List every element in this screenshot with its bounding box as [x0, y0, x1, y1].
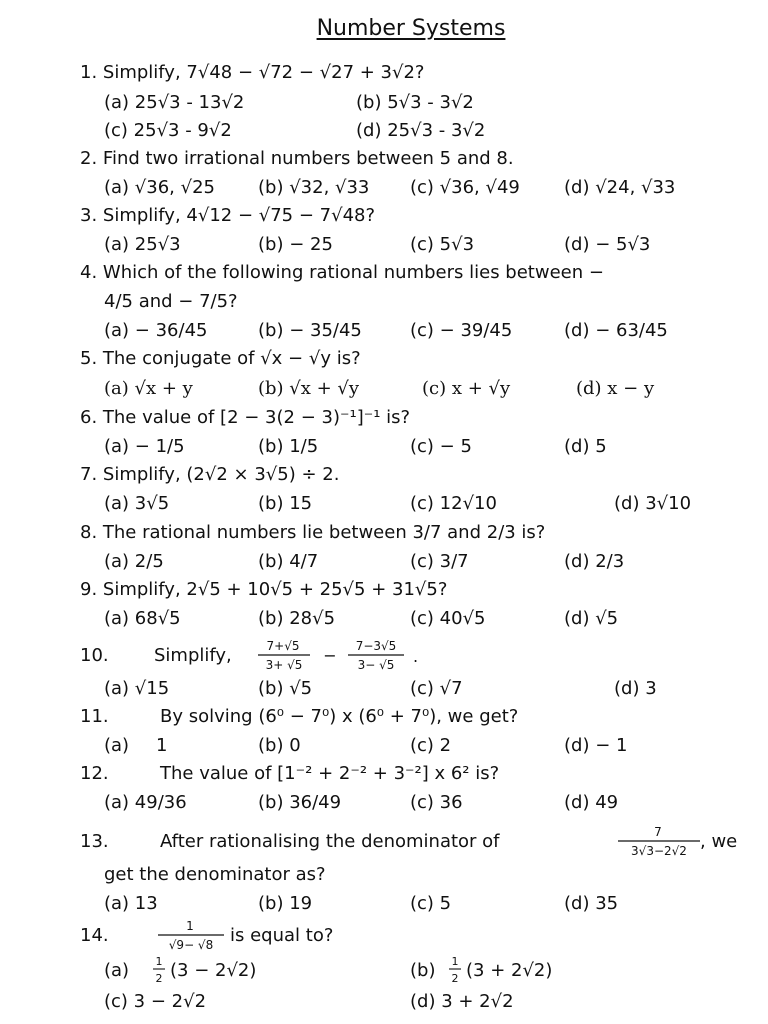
- option-12b: (b) 36/49: [258, 792, 342, 813]
- fraction-14-numerator: 1: [186, 919, 194, 933]
- question-13-tail: , we: [700, 831, 738, 852]
- question-11-number: 11.: [80, 706, 109, 727]
- option-5d: (d) x − y: [576, 378, 655, 399]
- option-4d: (d) − 63/45: [564, 320, 668, 341]
- option-9d: (d) √5: [564, 608, 619, 629]
- option-3d: (d) − 5√3: [564, 234, 651, 255]
- half-14a-denominator: 2: [155, 972, 163, 985]
- question-12-number: 12.: [80, 763, 109, 784]
- option-3a: (a) 25√3: [104, 234, 181, 255]
- option-11c: (c) 2: [410, 735, 452, 756]
- question-14-fraction: [154, 916, 234, 956]
- fraction-1-numerator: 7+√5: [266, 639, 300, 653]
- option-12c: (c) 36: [410, 792, 463, 813]
- question-2: 2. Find two irrational numbers between 5 and 8.: [80, 148, 514, 169]
- option-5b: (b) √x + √y: [258, 378, 360, 399]
- option-13c: (c) 5: [410, 893, 452, 914]
- option-9a: (a) 68√5: [104, 608, 181, 629]
- option-14b-half: [446, 953, 466, 989]
- option-13a: (a) 13: [104, 893, 158, 914]
- question-10-end: .: [413, 647, 419, 666]
- option-8c: (c) 3/7: [410, 551, 469, 572]
- fraction-13-numerator: 7: [654, 825, 662, 839]
- fraction-2-denominator: 3− √5: [357, 658, 395, 672]
- option-7c: (c) 12√10: [410, 493, 497, 514]
- question-8: 8. The rational numbers lie between 3/7 and 2/3 is?: [80, 522, 546, 543]
- option-12a: (a) 49/36: [104, 792, 187, 813]
- option-7b: (b) 15: [258, 493, 313, 514]
- option-3c: (c) 5√3: [410, 234, 475, 255]
- fraction-14-denominator: √9− √8: [168, 938, 214, 952]
- question-6: 6. The value of [2 − 3(2 − 3)⁻¹]⁻¹ is?: [80, 407, 411, 428]
- option-7a: (a) 3√5: [104, 493, 170, 514]
- option-8a: (a) 2/5: [104, 551, 164, 572]
- option-6d: (d) 5: [564, 436, 607, 457]
- option-14a-value: (3 − 2√2): [170, 960, 257, 981]
- fraction-13-denominator: 3√3−2√2: [631, 844, 687, 858]
- question-13-fraction: [614, 822, 714, 862]
- option-13b: (b) 19: [258, 893, 313, 914]
- question-7: 7. Simplify, (2√2 × 3√5) ÷ 2.: [80, 464, 340, 485]
- option-5c: (c) x + √y: [422, 378, 511, 399]
- question-13-number: 13.: [80, 831, 109, 852]
- question-9: 9. Simplify, 2√5 + 10√5 + 25√5 + 31√5?: [80, 579, 448, 600]
- question-14-text: is equal to?: [230, 925, 334, 946]
- option-5a: (a) √x + y: [104, 378, 193, 399]
- half-14b-denominator: 2: [451, 972, 459, 985]
- option-14d: (d) 3 + 2√2: [410, 991, 514, 1012]
- option-12d: (d) 49: [564, 792, 619, 813]
- option-2c: (c) √36, √49: [410, 177, 520, 198]
- option-1c: (c) 25√3 - 9√2: [104, 120, 232, 141]
- question-14-number: 14.: [80, 925, 109, 946]
- option-14a-half: [150, 953, 170, 989]
- fraction-1-denominator: 3+ √5: [265, 658, 303, 672]
- option-4a: (a) − 36/45: [104, 320, 208, 341]
- fraction-minus: −: [323, 646, 337, 665]
- fraction-2-numerator: 7−3√5: [355, 639, 397, 653]
- option-11b: (b) 0: [258, 735, 301, 756]
- half-14a-numerator: 1: [155, 955, 163, 968]
- option-13d: (d) 35: [564, 893, 619, 914]
- option-10c: (c) √7: [410, 678, 463, 699]
- option-6b: (b) 1/5: [258, 436, 319, 457]
- question-13-text: After rationalising the denominator of: [160, 831, 500, 852]
- option-11d: (d) − 1: [564, 735, 628, 756]
- option-1b: (b) 5√3 - 3√2: [356, 92, 474, 113]
- option-10d: (d) 3: [614, 678, 657, 699]
- option-10b: (b) √5: [258, 678, 313, 699]
- option-4b: (b) − 35/45: [258, 320, 362, 341]
- question-11-text: By solving (6⁰ − 7⁰) x (6⁰ + 7⁰), we get?: [160, 706, 519, 727]
- option-8b: (b) 4/7: [258, 551, 319, 572]
- question-10-fractions: [256, 636, 426, 676]
- question-4-line-1: 4. Which of the following rational numbers lies between −: [80, 262, 604, 283]
- option-9b: (b) 28√5: [258, 608, 336, 629]
- question-3: 3. Simplify, 4√12 − √75 − 7√48?: [80, 205, 376, 226]
- option-11a-value: 1: [156, 735, 168, 756]
- option-2b: (b) √32, √33: [258, 177, 370, 198]
- option-1a: (a) 25√3 - 13√2: [104, 92, 245, 113]
- question-13-line-2: get the denominator as?: [104, 864, 326, 885]
- option-10a: (a) √15: [104, 678, 170, 699]
- question-12-text: The value of [1⁻² + 2⁻² + 3⁻²] x 6² is?: [160, 763, 500, 784]
- option-14b-label: (b): [410, 960, 436, 981]
- option-9c: (c) 40√5: [410, 608, 486, 629]
- option-2d: (d) √24, √33: [564, 177, 676, 198]
- option-3b: (b) − 25: [258, 234, 333, 255]
- option-7d: (d) 3√10: [614, 493, 692, 514]
- option-1d: (d) 25√3 - 3√2: [356, 120, 486, 141]
- question-10-text: Simplify,: [154, 645, 232, 666]
- question-1: 1. Simplify, 7√48 − √72 − √27 + 3√2?: [80, 62, 425, 83]
- question-10-number: 10.: [80, 645, 109, 666]
- option-11a-label: (a): [104, 735, 130, 756]
- half-14b-numerator: 1: [451, 955, 459, 968]
- option-2a: (a) √36, √25: [104, 177, 215, 198]
- question-4-line-2: 4/5 and − 7/5?: [104, 291, 238, 312]
- option-14c: (c) 3 − 2√2: [104, 991, 207, 1012]
- option-6a: (a) − 1/5: [104, 436, 185, 457]
- question-5: 5. The conjugate of √x − √y is?: [80, 348, 361, 369]
- option-14a-label: (a): [104, 960, 130, 981]
- option-4c: (c) − 39/45: [410, 320, 513, 341]
- page-title: Number Systems: [316, 16, 506, 41]
- option-6c: (c) − 5: [410, 436, 472, 457]
- option-8d: (d) 2/3: [564, 551, 625, 572]
- option-14b-value: (3 + 2√2): [466, 960, 553, 981]
